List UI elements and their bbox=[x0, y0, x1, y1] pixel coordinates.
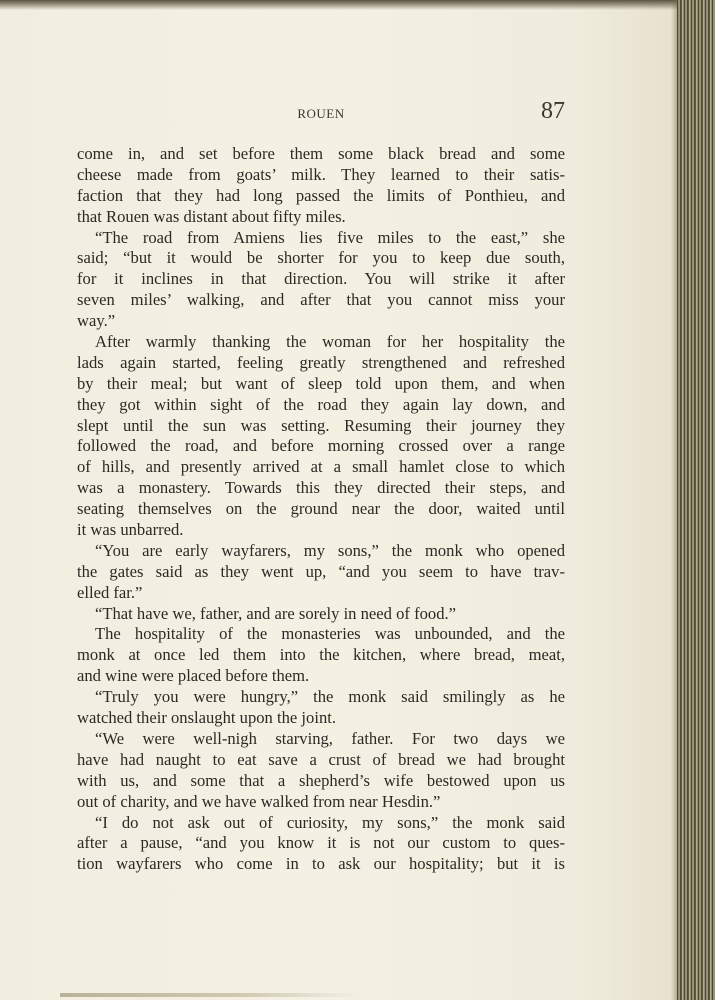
page-header bbox=[77, 98, 565, 132]
text-line: faction that they had long passed the limits of Ponthieu, and bbox=[77, 185, 565, 205]
text-line: with us, and some that a shepherd’s wife bestowed upon us bbox=[77, 770, 565, 790]
text-line: it was unbarred. bbox=[77, 520, 184, 540]
page-number: 87 bbox=[541, 98, 565, 124]
text-line: “You are early wayfarers, my sons,” the monk who opened bbox=[95, 540, 565, 560]
text-line: The hospitality of the monasteries was unbounded, and the bbox=[95, 624, 565, 644]
text-line: that Rouen was distant about fifty miles. bbox=[77, 206, 346, 226]
text-line: they got within sight of the road they again lay down, and bbox=[77, 394, 565, 414]
bottom-edge-mark bbox=[60, 993, 360, 997]
text-line: was a monastery. Towards this they directed their steps, and bbox=[77, 478, 565, 498]
text-line: tion wayfarers who come in to ask our hospitality; but it is bbox=[77, 854, 565, 874]
text-line: slept until the sun was setting. Resuming their journey they bbox=[77, 415, 565, 435]
text-line: the gates said as they went up, “and you seem to have trav- bbox=[77, 561, 565, 581]
text-line: “Truly you were hungry,” the monk said smilingly as he bbox=[95, 687, 565, 707]
text-line: after a pause, “and you know it is not our custom to ques- bbox=[77, 833, 565, 853]
text-line: said; “but it would be shorter for you to keep due south, bbox=[77, 248, 565, 268]
text-line: of hills, and presently arrived at a small hamlet close to which bbox=[77, 457, 565, 477]
running-head: ROUEN bbox=[297, 106, 345, 121]
text-line: “The road from Amiens lies five miles to the east,” she bbox=[95, 227, 565, 247]
text-line: cheese made from goats’ milk. They learned to their satis- bbox=[77, 164, 565, 184]
text-line: After warmly thanking the woman for her hospitality the bbox=[95, 332, 565, 352]
text-line: “I do not ask out of curiosity, my sons,” the monk said bbox=[95, 812, 565, 832]
text-line: watched their onslaught upon the joint. bbox=[77, 708, 336, 728]
text-line: by their meal; but want of sleep told upon them, and when bbox=[77, 373, 565, 393]
text-line: come in, and set before them some black bread and some bbox=[77, 144, 565, 163]
text-line: out of charity, and we have walked from near Hesdin.” bbox=[77, 791, 441, 811]
text-line: seating themselves on the ground near the door, waited until bbox=[77, 499, 565, 519]
page-top-shadow bbox=[0, 0, 700, 10]
body-text bbox=[77, 144, 565, 875]
text-line: elled far.” bbox=[77, 582, 143, 602]
book-spine bbox=[677, 0, 715, 1000]
text-line: for it inclines in that direction. You will strike it after bbox=[77, 269, 565, 289]
text-line: have had naught to eat save a crust of bread we had brought bbox=[77, 749, 565, 769]
text-line: and wine were placed before them. bbox=[77, 666, 310, 686]
text-line: “That have we, father, and are sorely in need of food.” bbox=[95, 603, 457, 623]
text-line: way.” bbox=[77, 311, 116, 331]
text-line: monk at once led them into the kitchen, where bread, meat, bbox=[77, 645, 565, 665]
text-line: followed the road, and before morning crossed over a range bbox=[77, 436, 565, 456]
text-line: seven miles’ walking, and after that you cannot miss your bbox=[77, 290, 565, 310]
text-line: “We were well-nigh starving, father. For two days we bbox=[95, 728, 565, 748]
text-line: lads again started, feeling greatly strengthened and refreshed bbox=[77, 352, 565, 372]
